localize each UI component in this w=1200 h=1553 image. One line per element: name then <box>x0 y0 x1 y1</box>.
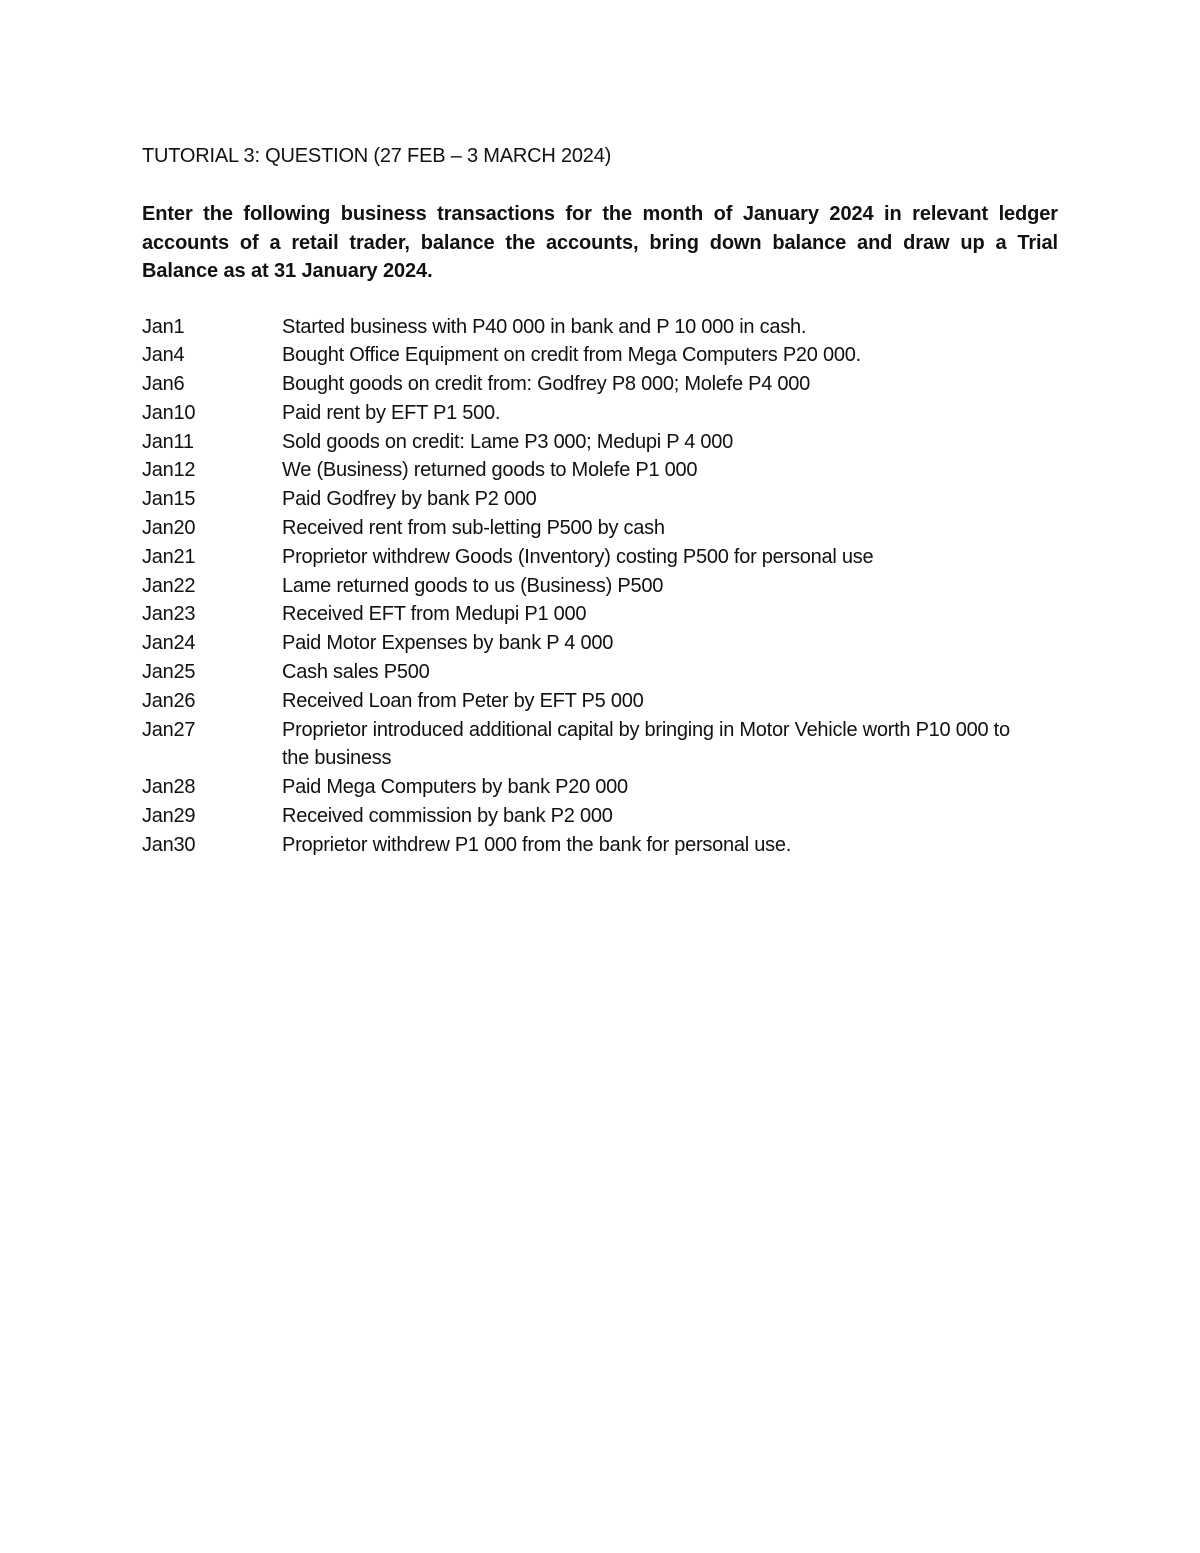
transaction-description: Proprietor withdrew P1 000 from the bank for personal use. <box>282 833 792 856</box>
document-title: TUTORIAL 3: QUESTION (27 FEB – 3 MARCH 2024) <box>142 145 612 167</box>
instruction-paragraph: Enter the following business transactions for the month of January 2024 in relevant ledger accounts of a retail trader, balance the accounts, bring down balance and draw up a Trial Balance as at 31 January 2024. <box>142 203 1058 282</box>
transaction-description: Started business with P40 000 in bank and P 10 000 in cash. <box>282 315 807 338</box>
transaction-date: Jan4 <box>142 344 185 367</box>
document-content <box>142 142 1058 860</box>
transaction-row <box>142 485 1058 514</box>
transaction-description: Cash sales P500 <box>282 661 430 684</box>
transaction-description: Proprietor introduced additional capital by bringing in Motor Vehicle worth P10 000 to the business <box>282 718 1010 770</box>
transaction-date: Jan27 <box>142 718 196 741</box>
transaction-row <box>142 370 1058 399</box>
transaction-description: Proprietor withdrew Goods (Inventory) costing P500 for personal use <box>282 545 874 568</box>
transaction-description: Received rent from sub-letting P500 by cash <box>282 517 665 540</box>
transaction-description: Paid Mega Computers by bank P20 000 <box>282 776 628 799</box>
transaction-row <box>142 658 1058 687</box>
transaction-date: Jan30 <box>142 833 196 856</box>
transaction-date: Jan20 <box>142 517 196 540</box>
transaction-description: We (Business) returned goods to Molefe P1 000 <box>282 459 698 482</box>
transaction-date: Jan1 <box>142 315 185 338</box>
transaction-description: Received EFT from Medupi P1 000 <box>282 603 587 626</box>
transaction-date: Jan28 <box>142 776 196 799</box>
transaction-date: Jan25 <box>142 661 196 684</box>
transaction-description: Lame returned goods to us (Business) P500 <box>282 574 664 597</box>
transaction-description: Paid rent by EFT P1 500. <box>282 401 501 424</box>
transaction-row <box>142 629 1058 658</box>
transaction-row <box>142 428 1058 457</box>
transaction-date: Jan15 <box>142 488 196 511</box>
transaction-date: Jan22 <box>142 574 196 597</box>
transaction-row <box>142 687 1058 716</box>
transaction-date: Jan21 <box>142 545 196 568</box>
transaction-row <box>142 514 1058 543</box>
transaction-date: Jan23 <box>142 603 196 626</box>
transaction-row <box>142 802 1058 831</box>
transaction-row <box>142 313 1058 342</box>
transaction-description: Bought goods on credit from: Godfrey P8 000; Molefe P4 000 <box>282 373 811 396</box>
transaction-row <box>142 773 1058 802</box>
transaction-description: Paid Motor Expenses by bank P 4 000 <box>282 632 614 655</box>
transaction-date: Jan12 <box>142 459 196 482</box>
transaction-date: Jan11 <box>142 430 194 453</box>
transaction-row <box>142 456 1058 485</box>
transaction-date: Jan26 <box>142 689 196 712</box>
transaction-row <box>142 341 1058 370</box>
transaction-date: Jan6 <box>142 373 185 396</box>
transaction-date: Jan29 <box>142 805 196 828</box>
transaction-description: Sold goods on credit: Lame P3 000; Medupi P 4 000 <box>282 430 734 453</box>
transaction-row <box>142 572 1058 601</box>
transaction-row <box>142 831 1058 860</box>
transaction-row <box>142 399 1058 428</box>
transaction-date: Jan24 <box>142 632 196 655</box>
transaction-description: Paid Godfrey by bank P2 000 <box>282 488 537 511</box>
transaction-list <box>142 313 1058 860</box>
transaction-row <box>142 600 1058 629</box>
transaction-row <box>142 543 1058 572</box>
transaction-row <box>142 716 1058 774</box>
transaction-date: Jan10 <box>142 401 196 424</box>
transaction-description: Received Loan from Peter by EFT P5 000 <box>282 689 644 712</box>
transaction-description: Received commission by bank P2 000 <box>282 805 613 828</box>
transaction-description: Bought Office Equipment on credit from Mega Computers P20 000. <box>282 344 861 367</box>
